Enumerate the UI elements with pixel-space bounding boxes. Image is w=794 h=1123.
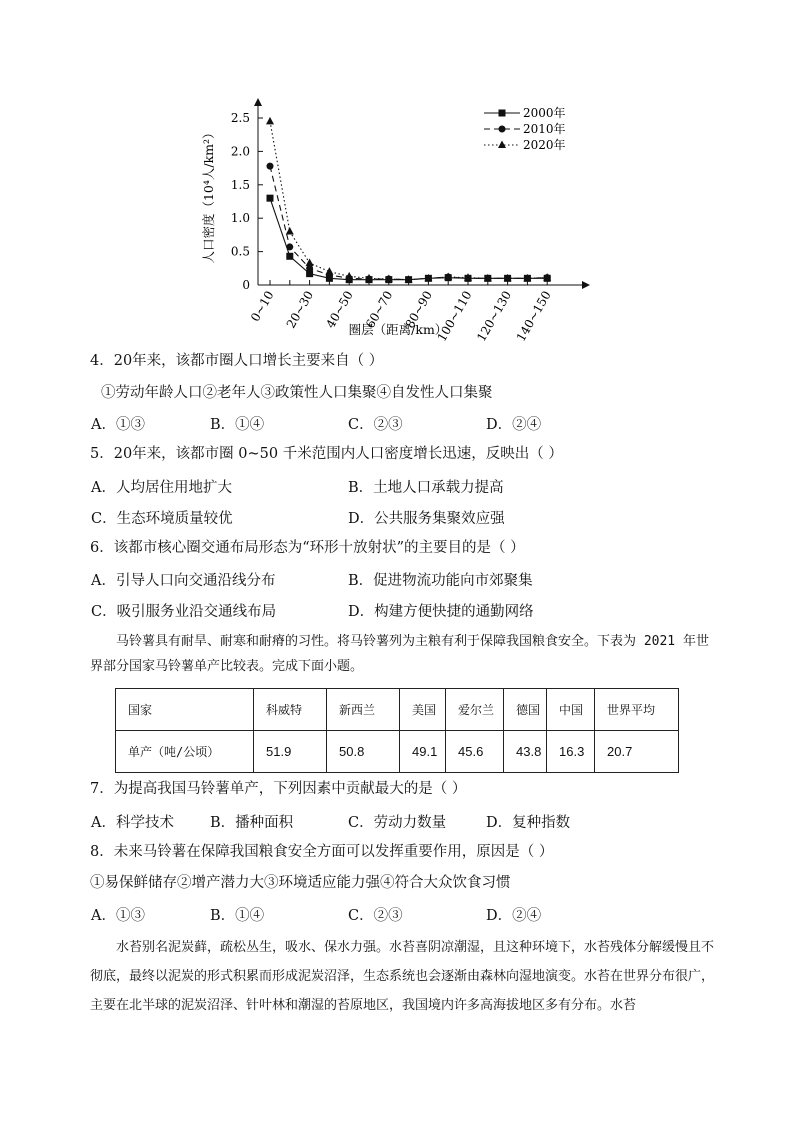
potato-yield-table — [115, 688, 679, 773]
question-6-option-c[interactable]: C．吸引服务业沿交通线布局 — [91, 604, 277, 620]
table-header-cell: 德国 — [504, 689, 547, 731]
x-tick-label: 60~70 — [362, 288, 396, 331]
legend-label: 2010年 — [523, 122, 566, 136]
x-axis-arrow — [582, 281, 590, 289]
table-cell: 单产（吨/公顷） — [116, 731, 254, 773]
table-cell: 20.7 — [595, 731, 679, 773]
series-line — [270, 121, 547, 279]
data-point — [325, 267, 333, 275]
question-4-option-c[interactable]: C．②③ — [348, 417, 403, 433]
table-header-cell: 美国 — [400, 689, 446, 731]
table-header-cell: 国家 — [116, 689, 254, 731]
question-7-option-b[interactable]: B．播种面积 — [210, 815, 294, 831]
question-8-option-b[interactable]: B．①④ — [210, 908, 265, 924]
table-cell: 45.6 — [446, 731, 504, 773]
question-6-option-d[interactable]: D．构建方便快捷的通勤网络 — [348, 604, 534, 620]
question-4-option-d[interactable]: D．②④ — [486, 417, 542, 433]
legend-label: 2020年 — [523, 138, 566, 152]
legend-marker — [499, 126, 506, 133]
table-header-cell: 科威特 — [254, 689, 327, 731]
x-tick-label: 80~90 — [402, 288, 435, 331]
data-point — [306, 258, 314, 266]
question-6-option-b[interactable]: B．促进物流功能向市郊聚集 — [348, 573, 533, 589]
question-4-stem: 4．20年来，该都市圈人口增长主要来自（ ） — [90, 353, 384, 369]
table-cell: 50.8 — [327, 731, 400, 773]
question-8-option-d[interactable]: D．②④ — [486, 908, 542, 924]
question-5-stem: 5．20年来，该都市圈 0~50 千米范围内人口密度增长迅速，反映出（ ） — [90, 446, 563, 462]
question-7-option-c[interactable]: C．劳动力数量 — [348, 815, 447, 831]
moss-passage: 水苔别名泥炭藓，疏松丛生，吸水、保水力强。水苔喜阴凉潮湿，且这种环境下，水苔残体分解缓慢且不彻底，最终以泥炭的形式积累而形成泥炭沼泽，生态系统也会逐渐由森林向湿地演变。水苔在世界分布很广，主要在北半球的泥炭沼泽、针叶林和潮湿的苔原地区，我国境内许多高海拔地区多有分布。水苔 — [90, 940, 715, 1013]
table-header-cell: 中国 — [547, 689, 595, 731]
legend-marker — [498, 141, 506, 149]
x-tick-label: 120~130 — [474, 288, 515, 344]
data-point — [266, 117, 274, 125]
x-tick-label: 100~110 — [434, 288, 475, 344]
y-tick-label: 0 — [242, 278, 250, 292]
potato-passage: 马铃薯具有耐旱、耐寒和耐瘠的习性。将马铃薯列为主粮有利于保障我国粮食安全。下表为 2021 年世界部分国家马铃薯单产比较表。完成下面小题。 — [90, 634, 709, 674]
question-8-option-a[interactable]: A．①③ — [91, 908, 145, 924]
y-tick-label: 1.5 — [230, 177, 250, 192]
question-8-stem: 8．未来马铃薯在保障我国粮食安全方面可以发挥重要作用，原因是（ ） — [90, 844, 554, 860]
chart-series — [266, 117, 551, 283]
x-tick-label: 140~150 — [513, 288, 554, 344]
table-cell: 49.1 — [400, 731, 446, 773]
x-tick-label: 20~30 — [283, 288, 317, 331]
table-cell: 51.9 — [254, 731, 327, 773]
table-header-cell: 爱尔兰 — [446, 689, 504, 731]
y-tick-label: 1.0 — [230, 211, 250, 226]
question-6-option-a[interactable]: A．引导人口向交通沿线分布 — [91, 573, 276, 589]
data-point — [286, 243, 293, 250]
y-axis-arrow — [254, 98, 262, 106]
legend-marker — [499, 110, 506, 117]
question-5-option-d[interactable]: D．公共服务集聚效应强 — [348, 511, 505, 527]
table-header-cell: 世界平均 — [595, 689, 679, 731]
x-tick-label: 0~10 — [247, 288, 277, 325]
question-5-option-b[interactable]: B．土地人口承载力提高 — [348, 480, 504, 496]
question-5-option-a[interactable]: A．人均居住用地扩大 — [91, 480, 232, 496]
question-6-stem: 6．该都市核心圈交通布局形态为“环形十放射状”的主要目的是（ ） — [90, 540, 525, 556]
question-7-option-d[interactable]: D．复种指数 — [486, 815, 571, 831]
x-tick-label: 40~50 — [323, 288, 356, 331]
chart-legend — [484, 105, 566, 152]
data-point — [286, 227, 294, 235]
y-tick-label: 0.5 — [230, 244, 250, 259]
y-tick-label: 2.0 — [230, 144, 250, 159]
question-5-option-c[interactable]: C．生态环境质量较优 — [91, 511, 233, 527]
data-point — [267, 195, 274, 202]
question-4-option-b[interactable]: B．①④ — [210, 417, 265, 433]
table-cell: 43.8 — [504, 731, 547, 773]
question-4-option-a[interactable]: A．①③ — [91, 417, 145, 433]
y-tick-label: 2.5 — [230, 111, 250, 125]
data-point — [286, 253, 293, 260]
table-cell: 16.3 — [547, 731, 595, 773]
population-density-chart — [0, 0, 794, 350]
question-7-stem: 7．为提高我国马铃薯单产，下列因素中贡献最大的是（ ） — [90, 781, 467, 797]
table-header-cell: 新西兰 — [327, 689, 400, 731]
series-2020年 — [266, 117, 551, 283]
question-8-option-c[interactable]: C．②③ — [348, 908, 403, 924]
table-header-row — [116, 689, 679, 731]
legend-label: 2000年 — [523, 106, 566, 120]
question-8-items: ①易保鲜储存②增产潜力大③环境适应能力强④符合大众饮食习惯 — [90, 875, 511, 891]
table-row — [116, 731, 679, 773]
y-axis-label: 人口密度（10⁴人/km²） — [201, 126, 216, 264]
x-axis-label: 圈层（距离/km） — [348, 322, 448, 337]
question-7-option-a[interactable]: A．科学技术 — [91, 815, 174, 831]
question-4-items: ①劳动年龄人口②老年人③政策性人口集聚④自发性人口集聚 — [101, 385, 493, 401]
data-point — [267, 163, 274, 170]
